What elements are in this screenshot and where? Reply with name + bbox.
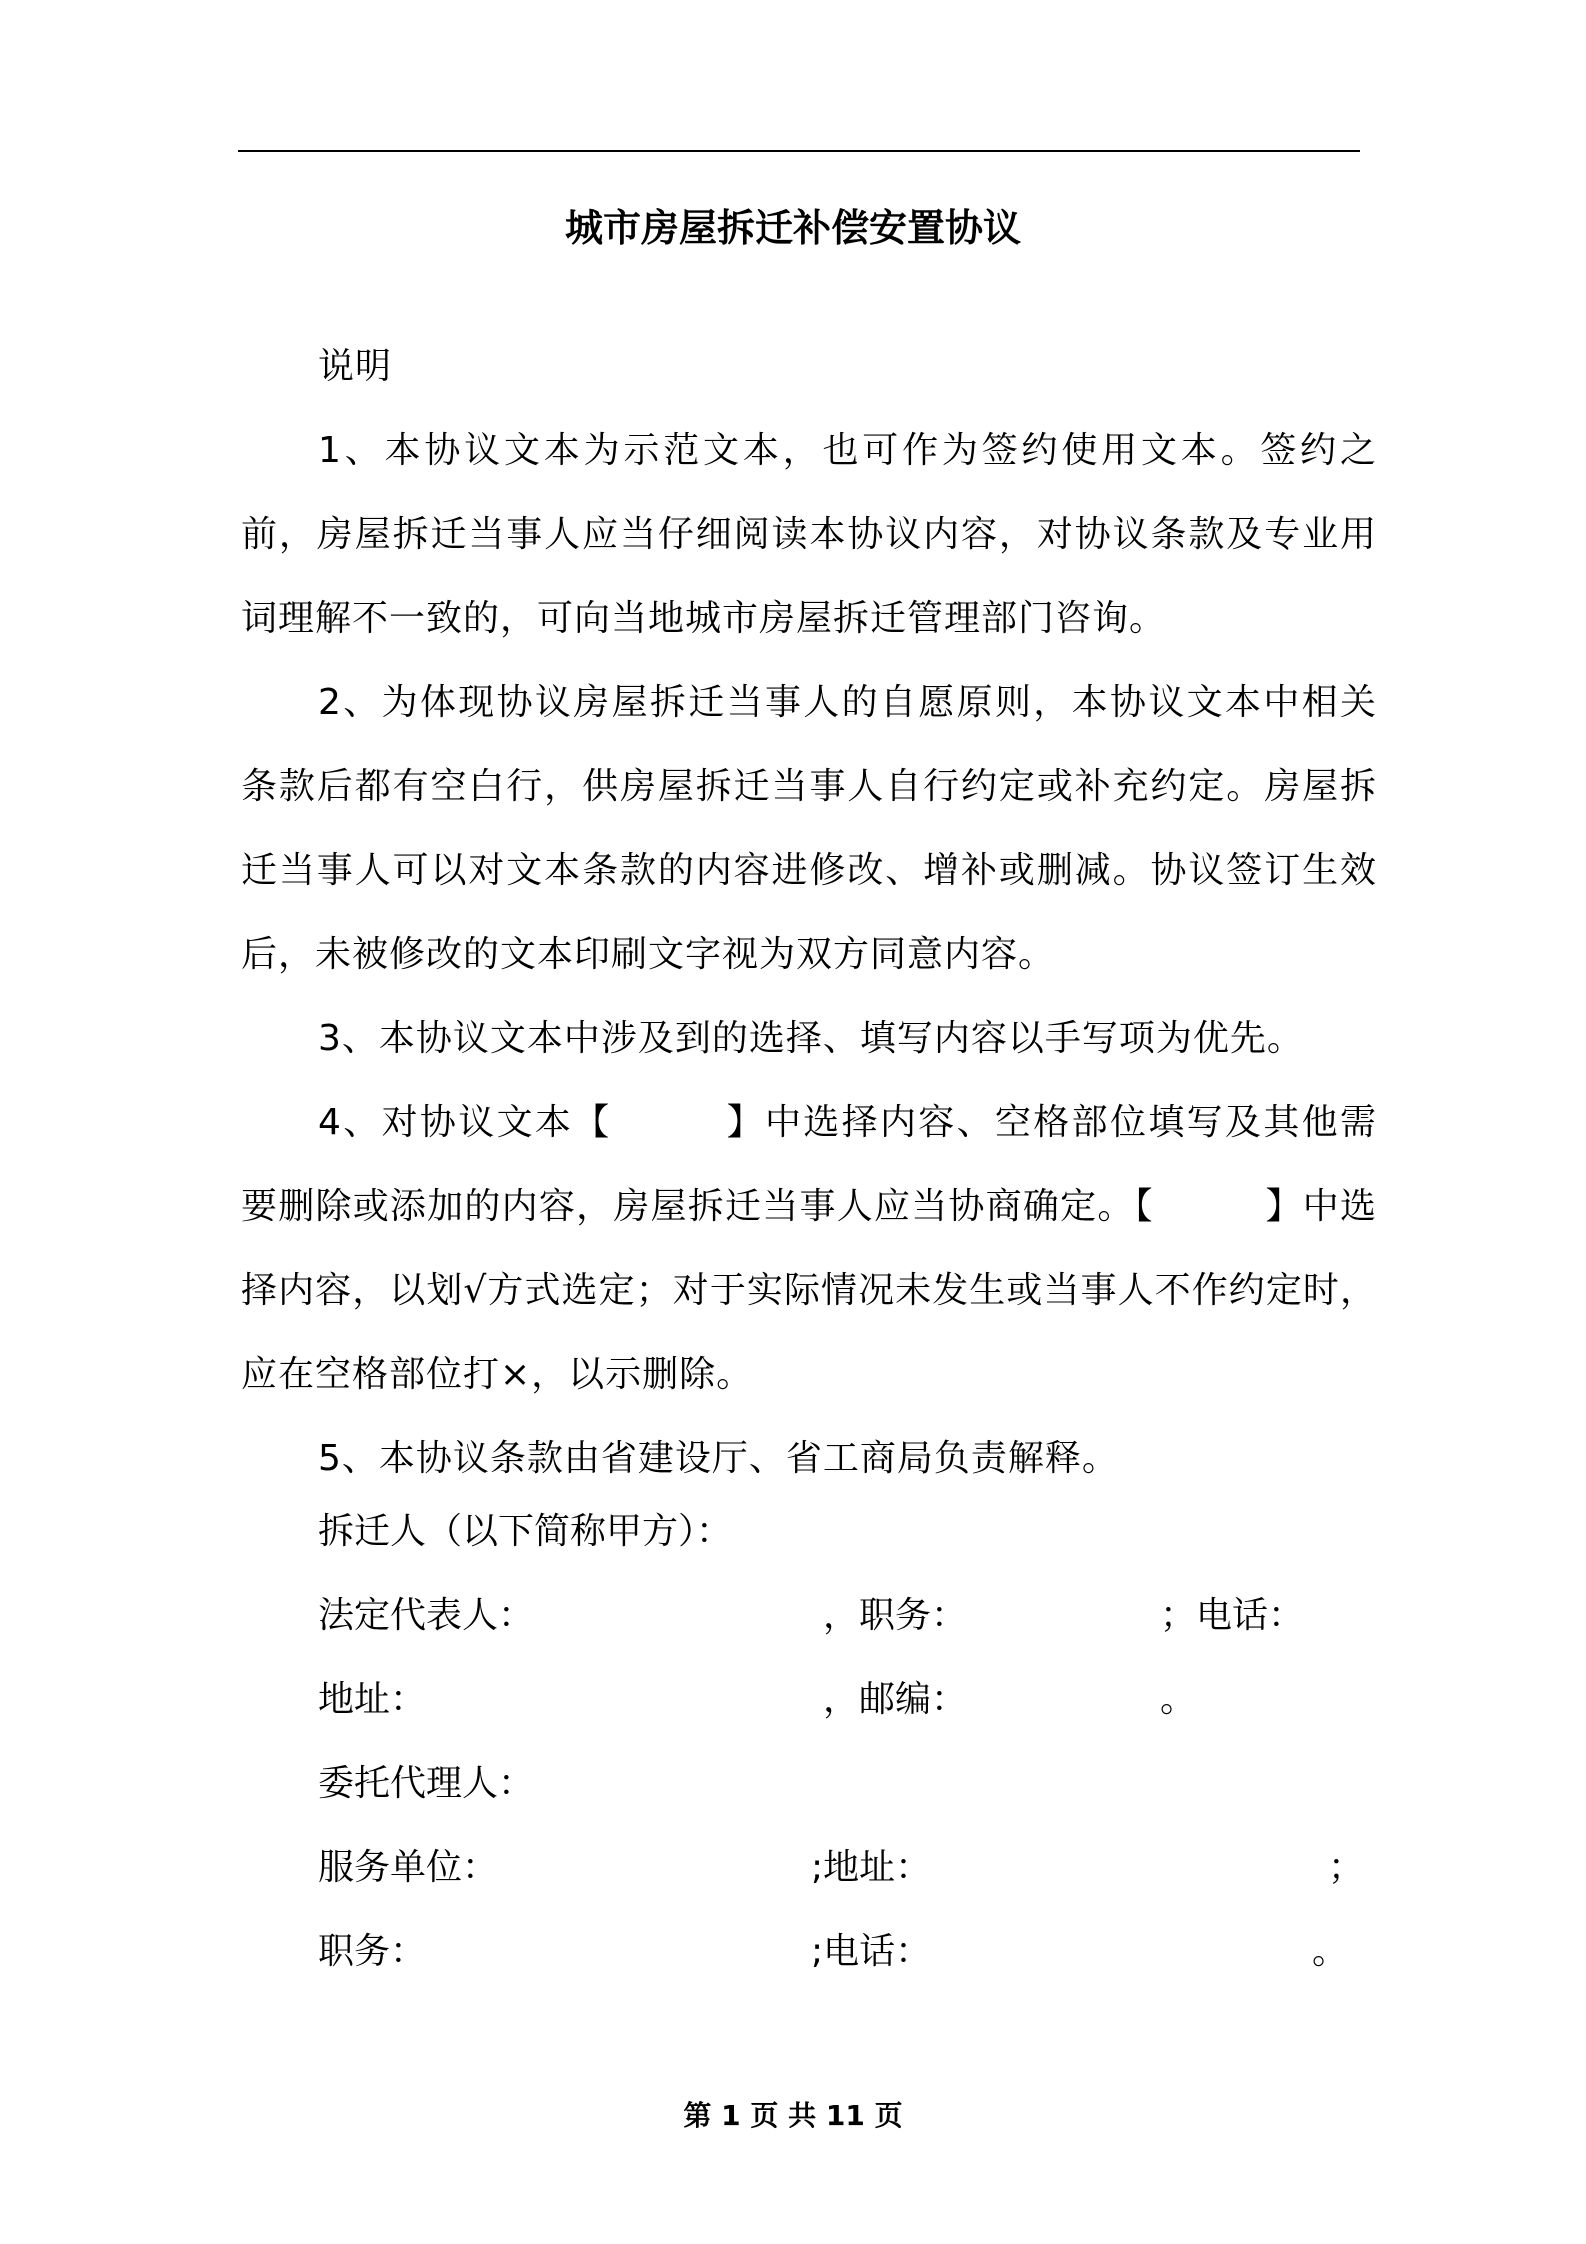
phone-label: ；电话： bbox=[1160, 1595, 1305, 1636]
document-body bbox=[241, 325, 1377, 1501]
legal-rep-line bbox=[318, 1574, 1378, 1658]
party-a-line bbox=[318, 1490, 1378, 1574]
party-a-heading: 拆迁人（以下简称甲方）： bbox=[318, 1511, 733, 1552]
position-label: ，职务： bbox=[823, 1595, 968, 1636]
agent-label: 委托代理人： bbox=[318, 1763, 535, 1804]
header-rule bbox=[238, 150, 1360, 152]
postcode-label: ，邮编： bbox=[823, 1679, 968, 1720]
paragraph-1: 1、本协议文本为示范文本，也可作为签约使用文本。签约之前，房屋拆迁当事人应当仔细阅读本协议内容，对协议条款及专业用词理解不一致的，可向当地城市房屋拆迁管理部门咨询。 bbox=[241, 430, 1377, 639]
address-label: 地址： bbox=[318, 1679, 427, 1720]
address-line-period: 。 bbox=[1160, 1679, 1197, 1720]
address-line bbox=[318, 1658, 1378, 1742]
paragraph-3: 3、本协议文本中涉及到的选择、填写内容以手写项为优先。 bbox=[318, 1018, 1304, 1059]
agent-line-period: 。 bbox=[1312, 1931, 1349, 1972]
paragraph-4: 4、对协议文本【 】中选择内容、空格部位填写及其他需要删除或添加的内容，房屋拆迁当事人应当协商确定。【 】中选择内容，以划√方式选定；对于实际情况未发生或当事人不作约定时，应在空格部位打×，以示删除。 bbox=[241, 1102, 1377, 1395]
agent-line bbox=[318, 1742, 1378, 1826]
agent-position-line bbox=[318, 1910, 1378, 1994]
agent-address-label: ;地址： bbox=[811, 1847, 932, 1888]
work-unit-line-end: ； bbox=[1328, 1847, 1365, 1888]
paragraph-2: 2、为体现协议房屋拆迁当事人的自愿原则，本协议文本中相关条款后都有空白行，供房屋拆迁当事人自行约定或补充约定。房屋拆迁当事人可以对文本条款的内容进修改、增补或删减。协议签订生效后，未被修改的文本印刷文字视为双方同意内容。 bbox=[241, 682, 1377, 975]
work-unit-line bbox=[318, 1826, 1378, 1910]
work-unit-label: 服务单位： bbox=[318, 1847, 499, 1888]
party-info-form bbox=[318, 1490, 1378, 1994]
section-heading: 说明 bbox=[318, 346, 393, 387]
paragraph-5: 5、本协议条款由省建设厅、省工商局负责解释。 bbox=[318, 1438, 1119, 1479]
agent-phone-label: ;电话： bbox=[811, 1931, 932, 1972]
agent-position-label: 职务： bbox=[318, 1931, 427, 1972]
page-number: 第 1 页 共 11 页 bbox=[683, 2099, 903, 2132]
legal-rep-label: 法定代表人： bbox=[318, 1595, 535, 1636]
document-title: 城市房屋拆迁补偿安置协议 bbox=[564, 206, 1021, 250]
